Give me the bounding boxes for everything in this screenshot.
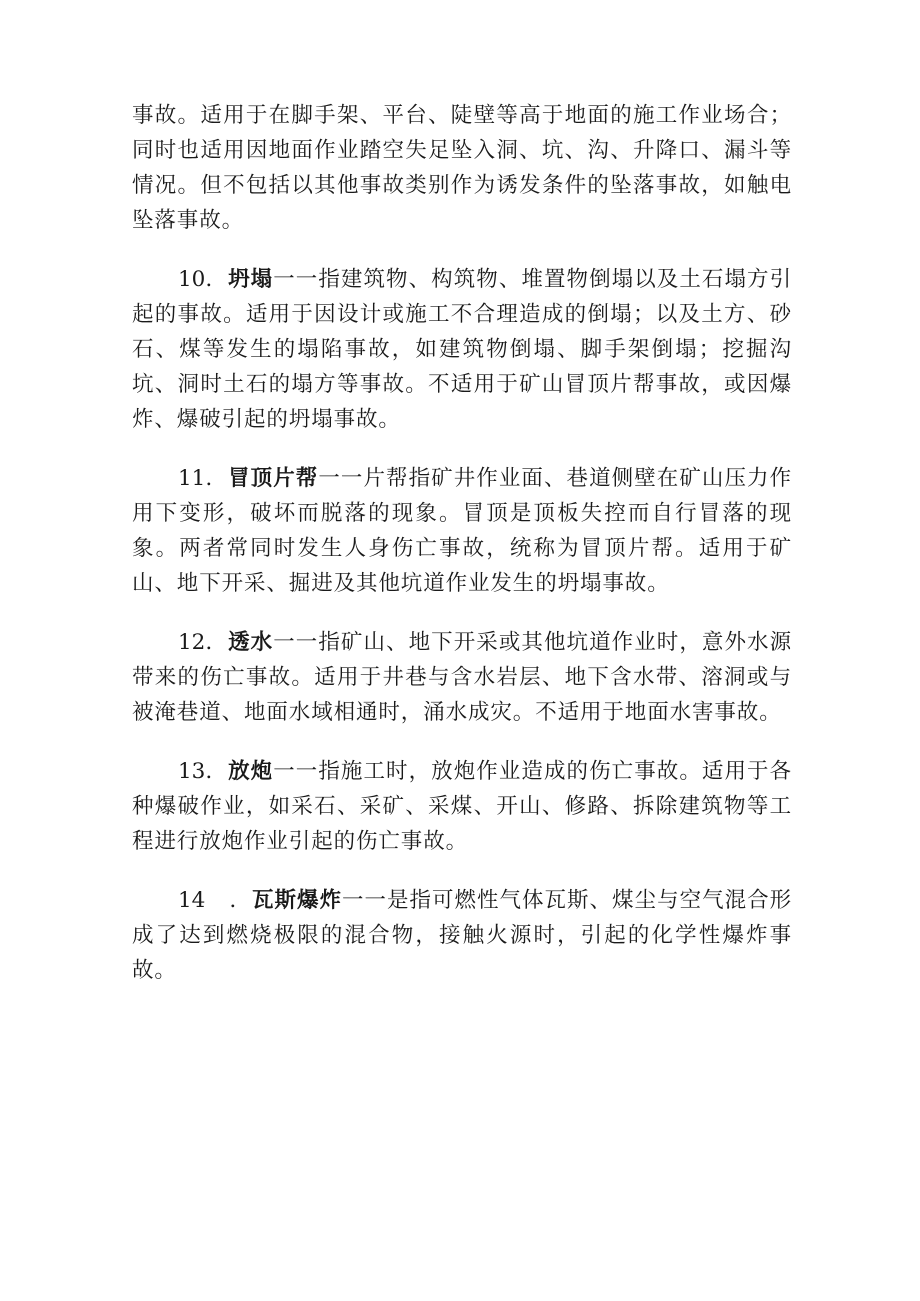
paragraph-text: 事故。适用于在脚手架、平台、陡壁等高于地面的施工作业场合；同时也适用因地面作业踏空失足坠入洞、坑、沟、升降口、漏斗等情况。但不包括以其他事故类别作为诱发条件的坠落事故，如触电坠落事故。	[132, 103, 792, 233]
paragraph-text: 一一是指可燃性气体瓦斯、煤尘与空气混合形成了达到燃烧极限的混合物，接触火源时，引起的化学性爆炸事故。	[132, 888, 792, 983]
paragraph-text: 一一指矿山、地下开采或其他坑道作业时，意外水源带来的伤亡事故。适用于井巷与含水岩层、地下含水带、溶洞或与被淹巷道、地面水域相通时，涌水成灾。不适用于地面水害事故。	[132, 630, 792, 725]
item-number: 11	[178, 466, 206, 491]
paragraph-continuation	[132, 98, 792, 238]
item-dot: ．	[205, 630, 229, 655]
item-number: 13	[178, 759, 206, 784]
item-number: 10	[178, 267, 206, 292]
paragraph-10-collapse	[132, 262, 792, 437]
item-term: 透水	[228, 630, 274, 655]
item-dot: ．	[229, 888, 252, 913]
paragraph-13-blasting	[132, 754, 792, 859]
item-number: 14	[178, 888, 206, 913]
item-number: 12	[178, 630, 206, 655]
paragraph-14-gas-explosion	[132, 883, 792, 988]
paragraph-text: 一一片帮指矿井作业面、巷道侧壁在矿山压力作用下变形，破坏而脱落的现象。冒顶是顶板失控而自行冒落的现象。两者常同时发生人身伤亡事故，统称为冒顶片帮。适用于矿山、地下开采、掘进及其他坑道作业发生的坍塌事故。	[132, 466, 792, 596]
item-term: 冒顶片帮	[228, 466, 319, 491]
item-term: 放炮	[228, 759, 274, 784]
item-term: 坍塌	[228, 267, 274, 292]
paragraph-text: 一一指施工时，放炮作业造成的伤亡事故。适用于各种爆破作业，如采石、采矿、采煤、开山、修路、拆除建筑物等工程进行放炮作业引起的伤亡事故。	[132, 759, 792, 854]
document-page	[132, 98, 792, 988]
item-dot: ．	[205, 466, 229, 491]
paragraph-11-roof-fall	[132, 461, 792, 601]
item-term: 瓦斯爆炸	[251, 888, 342, 913]
item-dot: ．	[205, 267, 229, 292]
paragraph-12-water-inrush	[132, 625, 792, 730]
item-dot: ．	[205, 759, 229, 784]
paragraph-text: 一一指建筑物、构筑物、堆置物倒塌以及土石塌方引起的事故。适用于因设计或施工不合理造成的倒塌；以及土方、砂石、煤等发生的塌陷事故，如建筑物倒塌、脚手架倒塌；挖掘沟坑、洞时土石的塌方等事故。不适用于矿山冒顶片帮事故，或因爆炸、爆破引起的坍塌事故。	[132, 267, 792, 432]
